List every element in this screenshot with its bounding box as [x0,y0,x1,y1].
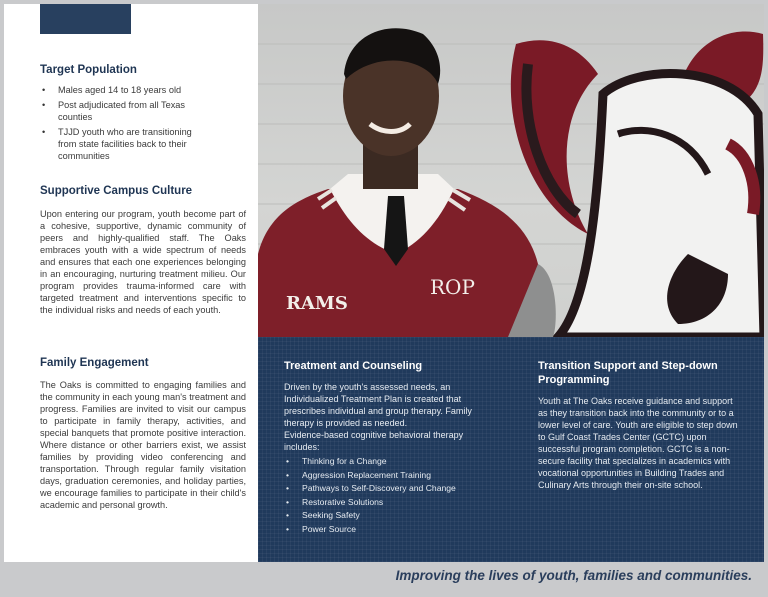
brochure-page [4,4,764,562]
list-item: • Seeking Safety [284,509,492,523]
list-item: • Pathways to Self-Discovery and Change [284,482,492,496]
list-item: • Males aged 14 to 18 years old [40,84,210,96]
family-engagement-heading: Family Engagement [40,357,149,369]
family-engagement-body: The Oaks is committed to engaging families and the community in each young man's treatment and progress. Families are invited to visit our campus to participate in family therapy, activities, and special banquets that promote positive interaction. Where distance or other barriers exist, we assist families by providing video conferencing and transportation. Through regular family visitation days, graduation ceremonies, and holiday parties, we encourage families to participate in their child's academic and personal growth. [40,380,246,510]
student-photo [258,4,764,337]
list-item: • Restorative Solutions [284,496,492,510]
transition-body: Youth at The Oaks receive guidance and support as they transition back into the community or to a lower level of care. Youth are eligible to step down to Gulf Coast Trades Center (GCTC) upon successful program completion. GCTC is a non-secure facility that specializes in academics with vocational opportunities in Building Trades and Culinary Arts through their on-site school. [538,396,738,490]
treatment-cbt-intro: Evidence-based cognitive behavioral therapy includes: [284,430,464,452]
target-population-heading: Target Population [40,64,137,76]
jacket-text: RAMS [286,293,348,314]
programs-panel [258,337,764,562]
list-item: • Post adjudicated from all Texas counties [40,99,210,123]
student-figure [258,28,556,337]
campus-culture-body: Upon entering our program, youth become part of a cohesive, supportive, dynamic community of peers and highly-qualified staff. The Oaks embraces youth with a wide spectrum of needs and ensures that each one experiences belonging in an encouraging, nurturing treatment milieu. Our program provides trauma-informed care with targeted treatment and interventions specific to the individual risks and needs of each youth. [40,209,246,315]
footer-band [0,562,768,597]
photo-illustration [258,4,764,337]
campus-culture-heading: Supportive Campus Culture [40,185,193,197]
header-tab [40,4,131,34]
list-item: • Power Source [284,523,492,537]
footer-tagline: Improving the lives of youth, families and communities. [395,568,752,583]
treatment-body: Driven by the youth's assessed needs, an Individualized Treatment Plan is created that prescribes individual and group therapy. Family therapy is provided as needed. [284,382,472,428]
target-population-list [40,84,210,165]
treatment-heading: Treatment and Counseling [284,360,423,372]
therapy-list [284,455,492,536]
jacket-monogram: ROP [430,275,475,299]
list-item: • Aggression Replacement Training [284,469,492,483]
transition-heading: Transition Support and Step-down Programming [538,360,718,386]
list-item: • TJJD youth who are transitioning from state facilities back to their communities [40,126,210,162]
list-item: • Thinking for a Change [284,455,492,469]
